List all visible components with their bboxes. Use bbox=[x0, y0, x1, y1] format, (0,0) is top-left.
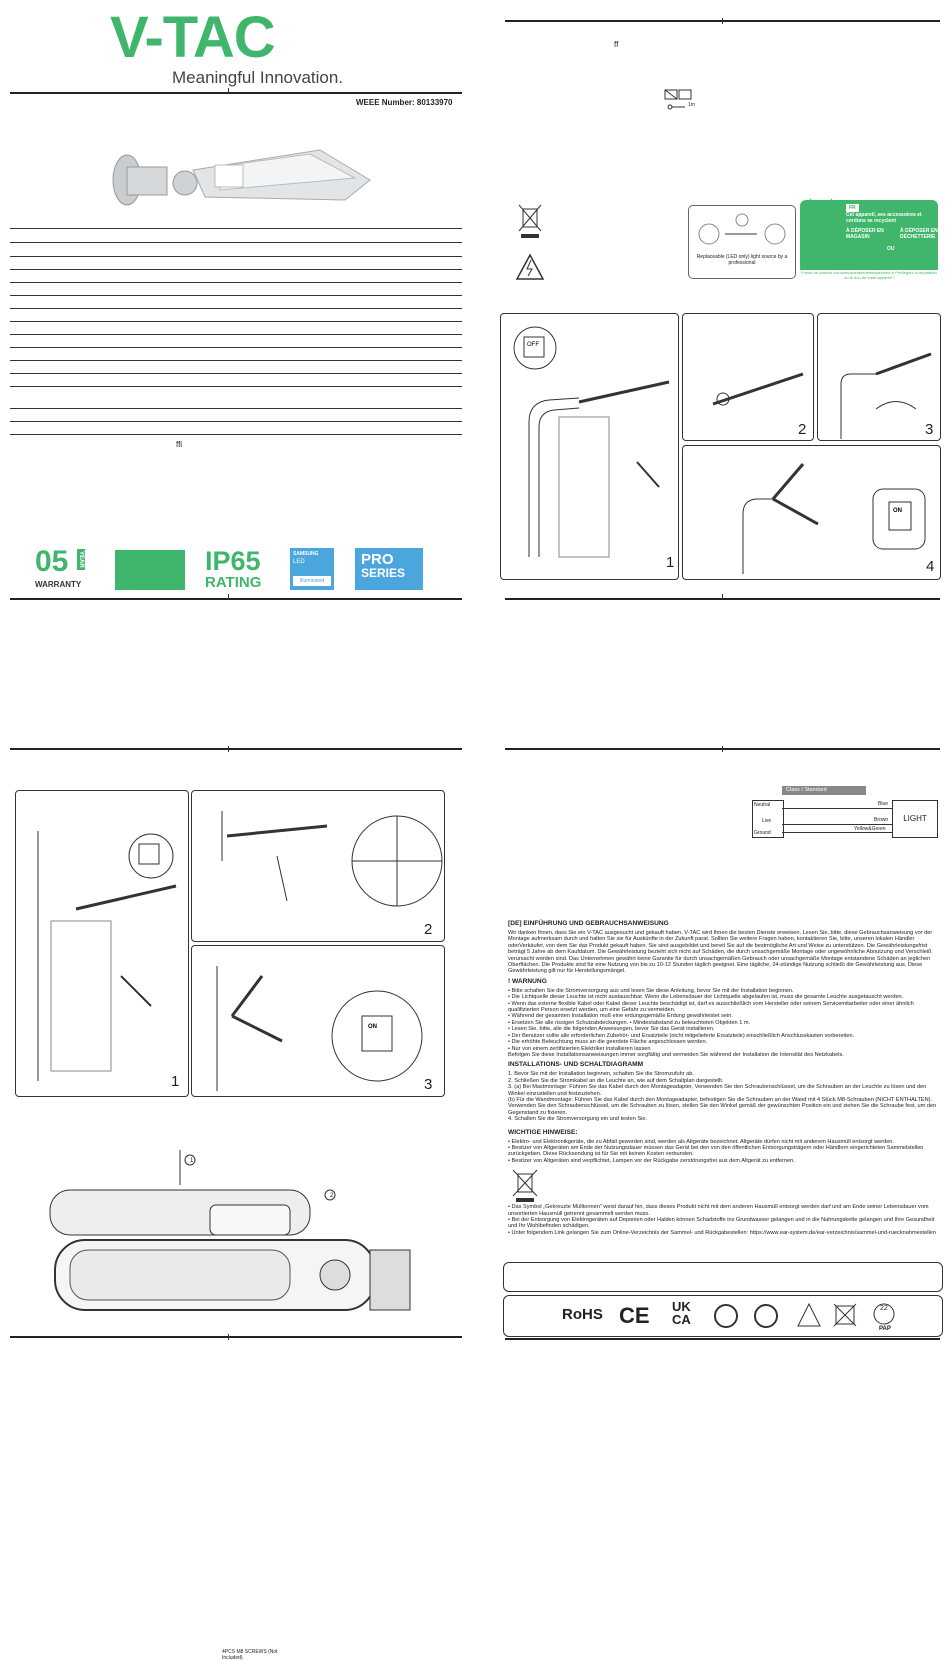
inst-item: 4. Schalten Sie die Stromversorgung ein und testen Sie. bbox=[508, 1116, 647, 1123]
page-footer-rule bbox=[10, 1336, 462, 1338]
warn-item: • Nur von einem zertifizierten Elektriker installieren lassen bbox=[508, 1045, 651, 1052]
samsung-led: LED bbox=[293, 559, 305, 565]
green-badge bbox=[115, 550, 185, 590]
warn-item: • Während der gesamten Installation muß eine erdungsgemäße Erdung gewährleistet sein. bbox=[508, 1013, 733, 1020]
page-footer-rule bbox=[10, 598, 462, 600]
wiring-neutral: Neutral bbox=[754, 802, 771, 808]
step-panel bbox=[817, 313, 941, 441]
stray-glyph: ffi bbox=[176, 440, 183, 449]
warn-item: • Ersetzen Sie alle rissigen Schutzabdeckungen. • Mindestabstand zu beleuchteten Objekten 1 m. bbox=[508, 1019, 751, 1026]
recycle-icon bbox=[715, 1305, 737, 1327]
wiring-live: Live bbox=[762, 818, 772, 824]
ip-rating-label: RATING bbox=[205, 574, 262, 591]
spec-line bbox=[10, 321, 462, 322]
step-number: 2 bbox=[424, 921, 433, 938]
warn-item: • Bitte schalten Sie die Stromversorgung aus und lesen Sie diese Anleitung, bevor Sie mit der Installation beginnen. bbox=[508, 987, 794, 994]
rule-tick bbox=[722, 18, 723, 24]
doc-intro: Wir danken Ihnen, dass Sie ein V-TAC ausgesucht und gekauft haben. V-TAC wird Ihnen die besten Dienste erweisen. Lesen Sie, bitte, diese Gebrauchsanweisung vor der Montage aufmerksam durch und halten Sie sie für Auskünfte in der Zukunft parat. Sollten Sie weitere Fragen haben, kontaktieren Sie, bitte, unseren lokalen Händler oderVerkäufer, von dem Sie das Produkt gekauft haben. Sie sind ausgebildet und bereit Sie auf die bestmögliche Art und Weise zu unterstützen. Die Gewährleistungsfrist beträgt 5 Jahre ab dem Kaufdatum. Die Gewährleistung bezieht sich nicht auf Schäden, die durch unsachgemäße Montage oder ungewöhnliche Abnutzung und Verschleiß verursacht worden sind. Das Unternehmen gewährt keine Garantie für durch unsachgemäßen Gebrauch oder unsachgemäße Montage entstandene Schäden an jeglichen Oberflächen. Die Produkte sind für eine Nutzung von bis zu 10-12 Stunden täglich geeignet. Eine tägliche, 24-stündige Nutzung schließt die Gewährleistung aus. Diese Gewährleistung gilt nur für Herstellungsmängel. bbox=[508, 930, 933, 975]
warn-item: • Die Lichtquelle dieser Leuchte ist nicht austauschbar. Wenn die Lebensdauer der Lichtquelle abgelaufen ist, muss die gesamte Leuchte ausgetauscht werden. bbox=[508, 994, 904, 1001]
spec-line bbox=[10, 386, 462, 387]
wiring-ground: Ground bbox=[754, 830, 771, 836]
warranty-badge bbox=[35, 547, 97, 591]
pap-label: PAP bbox=[879, 1326, 891, 1332]
fr-footer: Points de collecte sur www.quefairedemesdechets.fr Privilégiez la réparation ou le don de votre appareil ! bbox=[800, 270, 938, 284]
ukca-bottom: CA bbox=[672, 1312, 691, 1327]
final-position-illustration bbox=[693, 454, 933, 574]
spec-line bbox=[10, 256, 462, 257]
rule-tick bbox=[722, 746, 723, 752]
spec-line bbox=[10, 434, 462, 435]
spec-line bbox=[10, 269, 462, 270]
warn-item: • Lesen Sie, bitte, alle die folgenden Anweisungen, bevor Sie das Gerät installieren. bbox=[508, 1026, 715, 1033]
spec-line bbox=[10, 282, 462, 283]
inst-item: 3. (a) Bei Mastmontage: Führen Sie das Kabel durch den Montageadapter, Verwenden Sie den Schraubenschlüssel, um die Schrauben an der Leuchte zu lösen und den Winkel einzustellen und festzuziehen. bbox=[508, 1084, 927, 1097]
step-panel bbox=[500, 313, 679, 580]
replaceable-light-source-panel bbox=[688, 205, 796, 279]
feature-badges bbox=[35, 547, 430, 591]
spec-line bbox=[10, 347, 462, 348]
angle-adjust-illustration bbox=[826, 334, 936, 439]
spec-line bbox=[10, 228, 462, 229]
note-item: • Besitzer von Altgeräten am Ende der Nutzungsdauer müssen das Gerät bei den von den öffentlichen Entsorgungsträgern oder Händlern eingerichteten Sammelstellen zurückgeben. Diese Rücksendung ist für Sie mit keinen Kosten verbunden. bbox=[508, 1144, 924, 1158]
wire-ground bbox=[782, 832, 892, 833]
weee-bin-icon bbox=[515, 203, 545, 283]
header-rule bbox=[10, 92, 462, 94]
step-number: 2 bbox=[798, 421, 807, 438]
light-source-icon bbox=[697, 212, 787, 248]
wiring-title: Class I Standard bbox=[782, 786, 866, 795]
wiring-light: LIGHT bbox=[892, 800, 938, 838]
rule-tick bbox=[228, 746, 229, 752]
pole-mount-illustration bbox=[509, 322, 669, 572]
spec-line bbox=[10, 242, 462, 243]
bin-item: • Bei der Entsorgung von Elektrogeräten auf Deponien oder Halden können Schadstoffe ins Grundwasser gelangen und in die Nahrungskette gelangen und Ihre Gesundheit und Ihr Wohlbefinden schädigen. bbox=[508, 1217, 935, 1230]
rule-tick bbox=[228, 594, 229, 600]
de-instructions bbox=[508, 920, 938, 1236]
step-panel bbox=[682, 313, 814, 441]
page-footer-rule bbox=[505, 1338, 940, 1340]
step-panel bbox=[682, 445, 941, 580]
notes-title: WICHTIGE HINWEISE: bbox=[508, 1128, 578, 1136]
fr-or: OU bbox=[887, 246, 895, 252]
wall-bracket-illustration bbox=[202, 801, 442, 936]
spec-line bbox=[10, 408, 462, 409]
samsung-illuminated: Illuminated bbox=[293, 576, 331, 586]
inst-item: 1. Bevor Sie mit der Installation beginnen, schalten Sie die Stromzufuhr ab. bbox=[508, 1071, 694, 1078]
switch-on-label-2: ON bbox=[368, 1024, 377, 1030]
brand-logo bbox=[110, 5, 350, 87]
rule-tick bbox=[228, 88, 229, 94]
weee-bin-icon bbox=[510, 1168, 540, 1202]
warn-item: • Die erhöhte Beleuchtung muss an die geerdete Fläche angeschlossen werden. bbox=[508, 1039, 708, 1046]
warn-item: Befolgen Sie diese Installationsanweisungen immer sorgfältig und vermeiden Sie während der Installation die Intensität des Netzkabels. bbox=[508, 1051, 844, 1058]
callout-1: 1 bbox=[190, 1158, 194, 1164]
inst-item: 2. Schließen Sie die Stromkabel an die Leuchte an, wie auf dem Schaltplan dargestellt. bbox=[508, 1077, 724, 1084]
bin-item: • Das Symbol „Gekreuzte Mülltonnen" weist darauf hin, dass dieses Produkt nicht mit dem anderen Hausmüll entsorgt werden darf und am Ende seiner Lebensdauer vom unsortierten Hausmüll getrennt gesammelt werden muss. bbox=[508, 1204, 929, 1217]
exploded-luminaire-illustration bbox=[40, 1130, 440, 1330]
wire-live bbox=[782, 824, 892, 825]
step-panel bbox=[15, 790, 189, 1097]
step-number: 4 bbox=[926, 558, 935, 575]
note-item: • Elektro- und Elektronikgeräte, die zu Abfall geworden sind, werden als Altgeräte bezeichnet. Altgeräte dürfen nicht mit anderem Hausmüll entsorgt werden. bbox=[508, 1138, 894, 1145]
doc-title: [DE] EINFÜHRUNG UND GEBRAUCHSANWEISUNG bbox=[508, 920, 669, 927]
wall-angle-illustration bbox=[202, 956, 442, 1091]
step-number: 1 bbox=[171, 1073, 180, 1090]
warranty-year: YEAR bbox=[78, 551, 84, 568]
wiring-blue: Blue bbox=[878, 801, 889, 807]
switch-on-label: ON bbox=[893, 508, 902, 514]
fr-title: Cet appareil, ses accessoires et cordons se recyclent bbox=[846, 212, 922, 224]
not-dimmable-icon bbox=[798, 1304, 820, 1326]
ukca-mark bbox=[672, 1300, 691, 1326]
protective-cover-icon bbox=[665, 88, 705, 112]
tagline: Meaningful Innovation. bbox=[172, 68, 344, 87]
pro-series-badge bbox=[355, 548, 423, 590]
rule-tick bbox=[228, 1334, 229, 1340]
warn-item: • Der Benutzer sollte alle erforderlichen Zubehör- und Ersatzteile (nicht mitgelieferte Ersatzteile) einschließlich Anschlusskasten vorbereiten. bbox=[508, 1032, 855, 1039]
spec-line bbox=[10, 308, 462, 309]
wall-mount-illustration bbox=[26, 811, 186, 1081]
fr-right: À DÉPOSER EN DÉCHETTERIE bbox=[900, 228, 938, 240]
ip-rating: IP65 bbox=[205, 546, 261, 576]
bin-item: • Unter folgendem Link gelangen Sie zum Online-Verzeichnis der Sammel- und Rückgabestellen: https://www.ear-system.de/ear-verzeichnis/sammel-und-ruecknahmestellen bbox=[508, 1229, 936, 1236]
weee-number: WEEE Number: 80133970 bbox=[356, 98, 453, 107]
logo-text: V-TAC bbox=[110, 5, 275, 70]
ukca-top: UK bbox=[672, 1299, 691, 1314]
header-rule bbox=[10, 748, 462, 750]
min-distance: 1m bbox=[688, 102, 695, 108]
warn-item: • Wenn das externe flexible Kabel oder Kabel dieser Leuchte beschädigt ist, darf es ausschließlich vom Hersteller oder seinem Servicemitarbeiter oder einer ähnlich qualifizierten Person ersetzt werden, um eine Gefahr zu vermeiden. bbox=[508, 1000, 914, 1014]
spec-line bbox=[10, 360, 462, 361]
warn-title: ! WARNUNG bbox=[508, 977, 547, 985]
wiring-yg: Yellow&Green bbox=[854, 826, 886, 832]
step-number: 3 bbox=[925, 421, 934, 438]
series-label: SERIES bbox=[361, 566, 406, 580]
recycling-icons bbox=[714, 1302, 934, 1332]
green-dot-icon bbox=[755, 1305, 777, 1327]
fr-tag: FR bbox=[846, 204, 859, 212]
samsung-badge bbox=[290, 548, 334, 590]
switch-off-label: OFF bbox=[527, 342, 539, 348]
stray-glyph: ff bbox=[614, 40, 619, 49]
step-panel bbox=[191, 945, 445, 1097]
bin-icon-row bbox=[508, 1164, 938, 1204]
replaceable-text: Replaceable (LED only) light source by a professional bbox=[696, 254, 788, 266]
fr-left: À DÉPOSER EN MAGASIN bbox=[846, 228, 884, 240]
empty-box bbox=[503, 1262, 943, 1292]
wiring-brown: Brown bbox=[874, 817, 889, 823]
luminaire-arm-illustration bbox=[693, 344, 813, 424]
samsung-label: SAMSUNG bbox=[293, 551, 319, 557]
callout-2: 2 bbox=[330, 1193, 334, 1199]
warranty-number: 05 bbox=[35, 545, 69, 578]
inst-title: INSTALLATIONS- UND SCHALTDIAGRAMM bbox=[508, 1061, 644, 1069]
ce-mark: CE bbox=[619, 1303, 650, 1328]
fr-recycling-box bbox=[800, 200, 938, 282]
wire-neutral bbox=[782, 808, 892, 809]
certification-strip bbox=[503, 1295, 943, 1337]
inst-item: (b) Für die Wandmontage: Führen Sie das Kabel durch den Montageadapter, befestigen Sie die Schrauben an der Wand mit 4 Stück M8-Schrauben (NICHT ENTHALTEN). Verwenden Sie den Schraubenschlüssel, um die Schrauben zu lösen, stellen Sie den Winkel gemäß der gewünschten Position ein und ziehen Sie die Schraube fest, um den Gegenstand zu fixieren. bbox=[508, 1096, 937, 1116]
pro-label: PRO bbox=[361, 551, 394, 568]
pap-number: 22 bbox=[880, 1305, 888, 1312]
rule-tick bbox=[722, 594, 723, 600]
rohs-mark: RoHS bbox=[562, 1306, 603, 1323]
note-item: • Besitzer von Altgeräten sind verpflichtet, Lampen vor der Rückgabe zerstörungsfrei aus dem Altgerät zu entfernen. bbox=[508, 1157, 795, 1164]
wiring-diagram bbox=[752, 786, 938, 848]
step-number: 3 bbox=[424, 1076, 433, 1093]
streetlight-product-image bbox=[105, 145, 375, 215]
step-number: 1 bbox=[666, 554, 675, 571]
spec-line bbox=[10, 295, 462, 296]
spec-line bbox=[10, 334, 462, 335]
ip-rating-badge bbox=[205, 547, 261, 591]
spec-line bbox=[10, 421, 462, 422]
screws-note: 4PCS M8 SCREWS (Not Included) bbox=[222, 1649, 278, 1661]
warranty-label: WARRANTY bbox=[35, 580, 82, 589]
spec-line bbox=[10, 373, 462, 374]
